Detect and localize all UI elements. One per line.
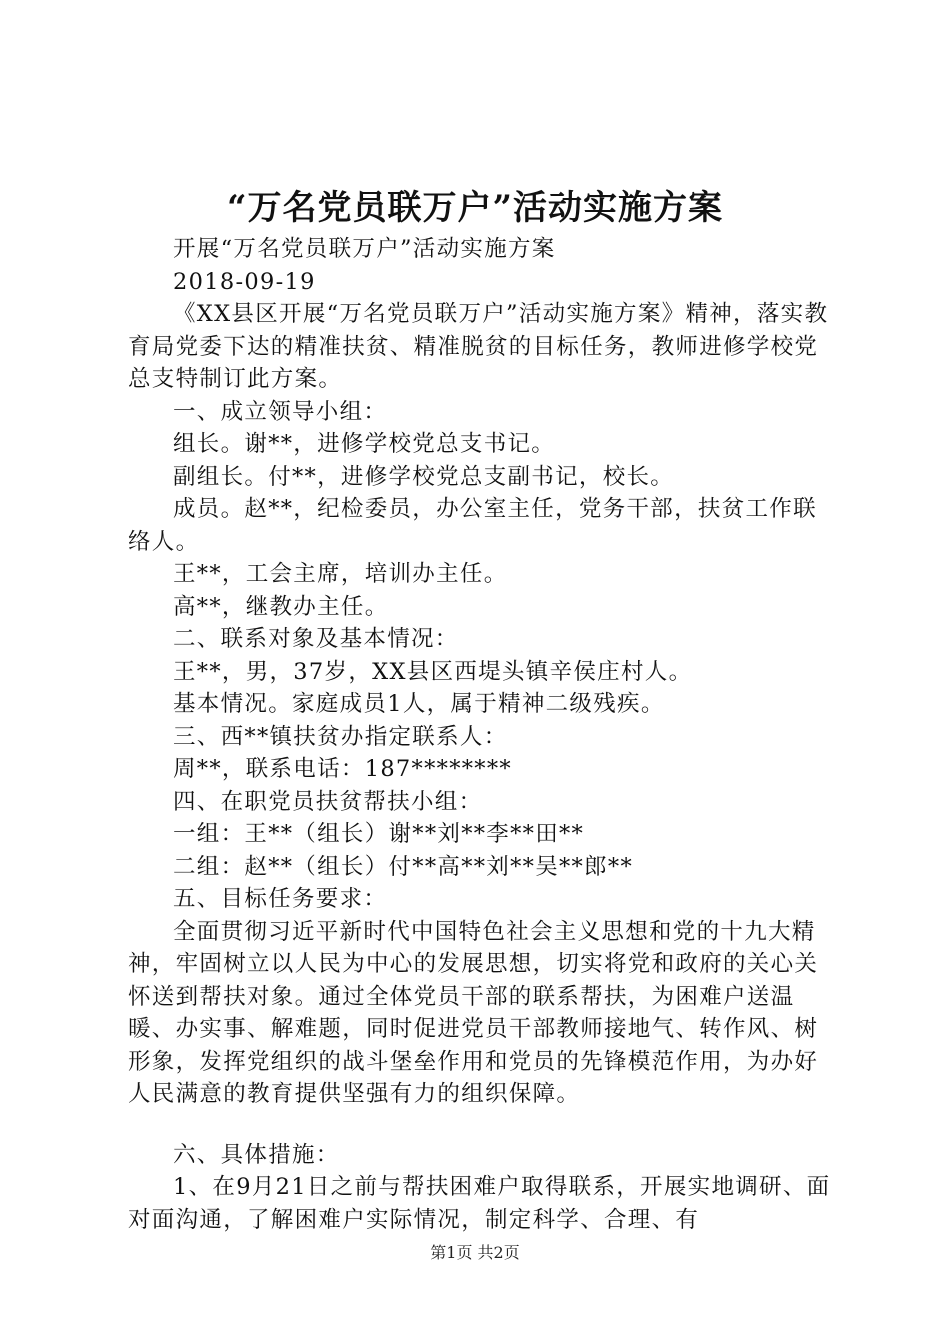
paragraph: 王**，工会主席，培训办主任。 <box>173 561 508 587</box>
section-heading-6: 六、具体措施： <box>173 1141 340 1168</box>
document-body <box>128 233 838 1236</box>
paragraph: 一组：王**（组长）谢**刘**李**田** <box>173 821 585 847</box>
subtitle-line: 开展“万名党员联万户”活动实施方案 <box>173 236 556 262</box>
section-heading-5: 五、目标任务要求： <box>173 886 388 912</box>
section-heading-1: 一、成立领导小组： <box>173 398 388 425</box>
paragraph: 成员。赵**，纪检委员，办公室主任，党务干部，扶贫工作联络人。 <box>128 496 817 555</box>
section-heading-3: 三、西**镇扶贫办指定联系人： <box>173 723 508 750</box>
paragraph: 周**，联系电话：187******** <box>173 756 512 782</box>
section-heading-4: 四、在职党员扶贫帮扶小组： <box>173 788 483 815</box>
paragraph: 二组：赵**（组长）付**高**刘**吴**郎** <box>173 853 634 880</box>
page-number-footer: 第1页 共2页 <box>430 1243 520 1262</box>
paragraph: 全面贯彻习近平新时代中国特色社会主义思想和党的十九大精神，牢固树立以人民为中心的发展思想，切实将党和政府的关心关怀送到帮扶对象。通过全体党员干部的联系帮扶，为困难户送温暖、办实事、解难题，同时促进党员干部教师接地气、转作风、树形象，发挥党组织的战斗堡垒作用和党员的先锋模范作用，为办好人民满意的教育提供坚强有力的组织保障。 <box>128 918 819 1107</box>
date-line: 2018-09-19 <box>173 268 316 295</box>
section-heading-2: 二、联系对象及基本情况： <box>173 626 459 652</box>
document-title: “万名党员联万户”活动实施方案 <box>226 188 724 228</box>
paragraph: 组长。谢**，进修学校党总支书记。 <box>173 431 556 457</box>
paragraph: 副组长。付**，进修学校党总支副书记，校长。 <box>173 463 675 490</box>
paragraph: 1、在9月21日之前与帮扶困难户取得联系，开展实地调研、面对面沟通，了解困难户实际情况，制定科学、合理、有 <box>128 1174 831 1233</box>
paragraph: 王**，男，37岁，XX县区西堤头镇辛侯庄村人。 <box>173 658 693 685</box>
intro-paragraph: 《XX县区开展“万名党员联万户”活动实施方案》精神，落实教育局党委下达的精准扶贫、精准脱贫的目标任务，教师进修学校党总支特制订此方案。 <box>128 301 829 392</box>
paragraph-gap <box>128 1111 838 1139</box>
paragraph: 基本情况。家庭成员1人，属于精神二级残疾。 <box>173 691 665 717</box>
paragraph: 高**，继教办主任。 <box>173 593 389 620</box>
